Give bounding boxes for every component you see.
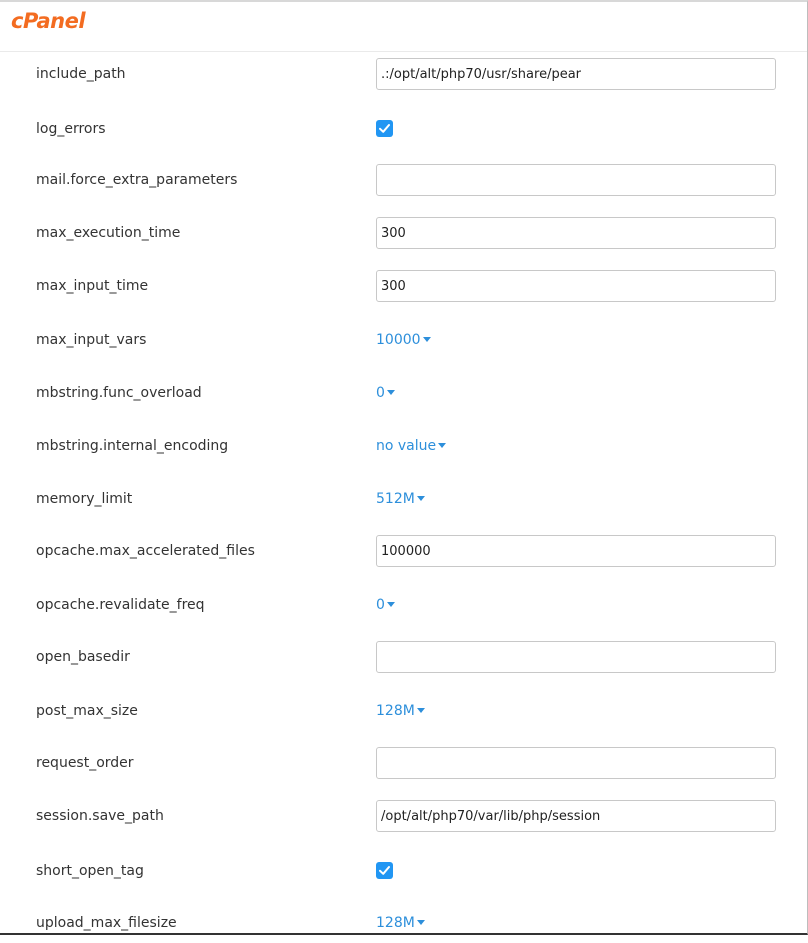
setting-label: opcache.max_accelerated_files [36,543,255,559]
cpanel-logo[interactable]: cPanel [11,9,86,33]
setting-row-mail-force-extra-parameters [0,160,808,200]
mbstring-func-overload-dropdown[interactable] [376,373,395,413]
setting-row-upload-max-filesize [0,903,808,943]
setting-label: mbstring.func_overload [36,385,202,401]
log-errors-checkbox[interactable] [376,120,393,137]
setting-row-log-errors [0,109,808,149]
setting-label: post_max_size [36,703,138,719]
dropdown-value: 0 [376,597,385,613]
setting-label: memory_limit [36,491,133,507]
include-path-input[interactable] [376,58,776,90]
short-open-tag-checkbox[interactable] [376,862,393,879]
setting-label: upload_max_filesize [36,915,177,931]
mbstring-internal-encoding-dropdown[interactable] [376,426,446,466]
caret-down-icon [417,708,425,713]
top-header [0,2,807,52]
open-basedir-input[interactable] [376,641,776,673]
caret-down-icon [438,443,446,448]
setting-row-max-input-vars [0,320,808,360]
max-input-vars-dropdown[interactable] [376,320,431,360]
setting-row-max-input-time [0,266,808,306]
caret-down-icon [417,920,425,925]
upload-max-filesize-dropdown[interactable] [376,903,425,943]
max-input-time-input[interactable] [376,270,776,302]
post-max-size-dropdown[interactable] [376,691,425,731]
setting-label: mail.force_extra_parameters [36,172,238,188]
setting-label: log_errors [36,121,106,137]
caret-down-icon [423,337,431,342]
setting-label: short_open_tag [36,863,144,879]
check-icon [378,864,391,877]
setting-row-session-save-path [0,796,808,836]
dropdown-value: no value [376,438,437,454]
setting-row-open-basedir [0,637,808,677]
setting-row-include-path [0,54,808,94]
setting-label: max_execution_time [36,225,181,241]
setting-row-mbstring-internal-encoding [0,426,808,466]
dropdown-value: 10000 [376,332,421,348]
memory-limit-dropdown[interactable] [376,479,425,519]
setting-row-request-order [0,743,808,783]
setting-row-post-max-size [0,691,808,731]
setting-label: mbstring.internal_encoding [36,438,229,454]
max-execution-time-input[interactable] [376,217,776,249]
setting-label: open_basedir [36,649,130,665]
setting-label: opcache.revalidate_freq [36,597,205,613]
setting-row-opcache-revalidate-freq [0,585,808,625]
caret-down-icon [417,496,425,501]
setting-row-max-execution-time [0,213,808,253]
setting-label: session.save_path [36,808,164,824]
opcache-max-accelerated-files-input[interactable] [376,535,776,567]
dropdown-value: 128M [376,915,415,931]
check-icon [378,122,391,135]
setting-row-mbstring-func-overload [0,373,808,413]
caret-down-icon [387,602,395,607]
caret-down-icon [387,390,395,395]
session-save-path-input[interactable] [376,800,776,832]
setting-label: max_input_vars [36,332,147,348]
request-order-input[interactable] [376,747,776,779]
dropdown-value: 128M [376,703,415,719]
setting-row-opcache-max-accelerated-files [0,531,808,571]
setting-label: include_path [36,66,126,82]
setting-label: max_input_time [36,278,149,294]
mail-force-extra-parameters-input[interactable] [376,164,776,196]
dropdown-value: 0 [376,385,385,401]
opcache-revalidate-freq-dropdown[interactable] [376,585,395,625]
dropdown-value: 512M [376,491,415,507]
setting-row-short-open-tag [0,851,808,891]
setting-row-memory-limit [0,479,808,519]
setting-label: request_order [36,755,134,771]
